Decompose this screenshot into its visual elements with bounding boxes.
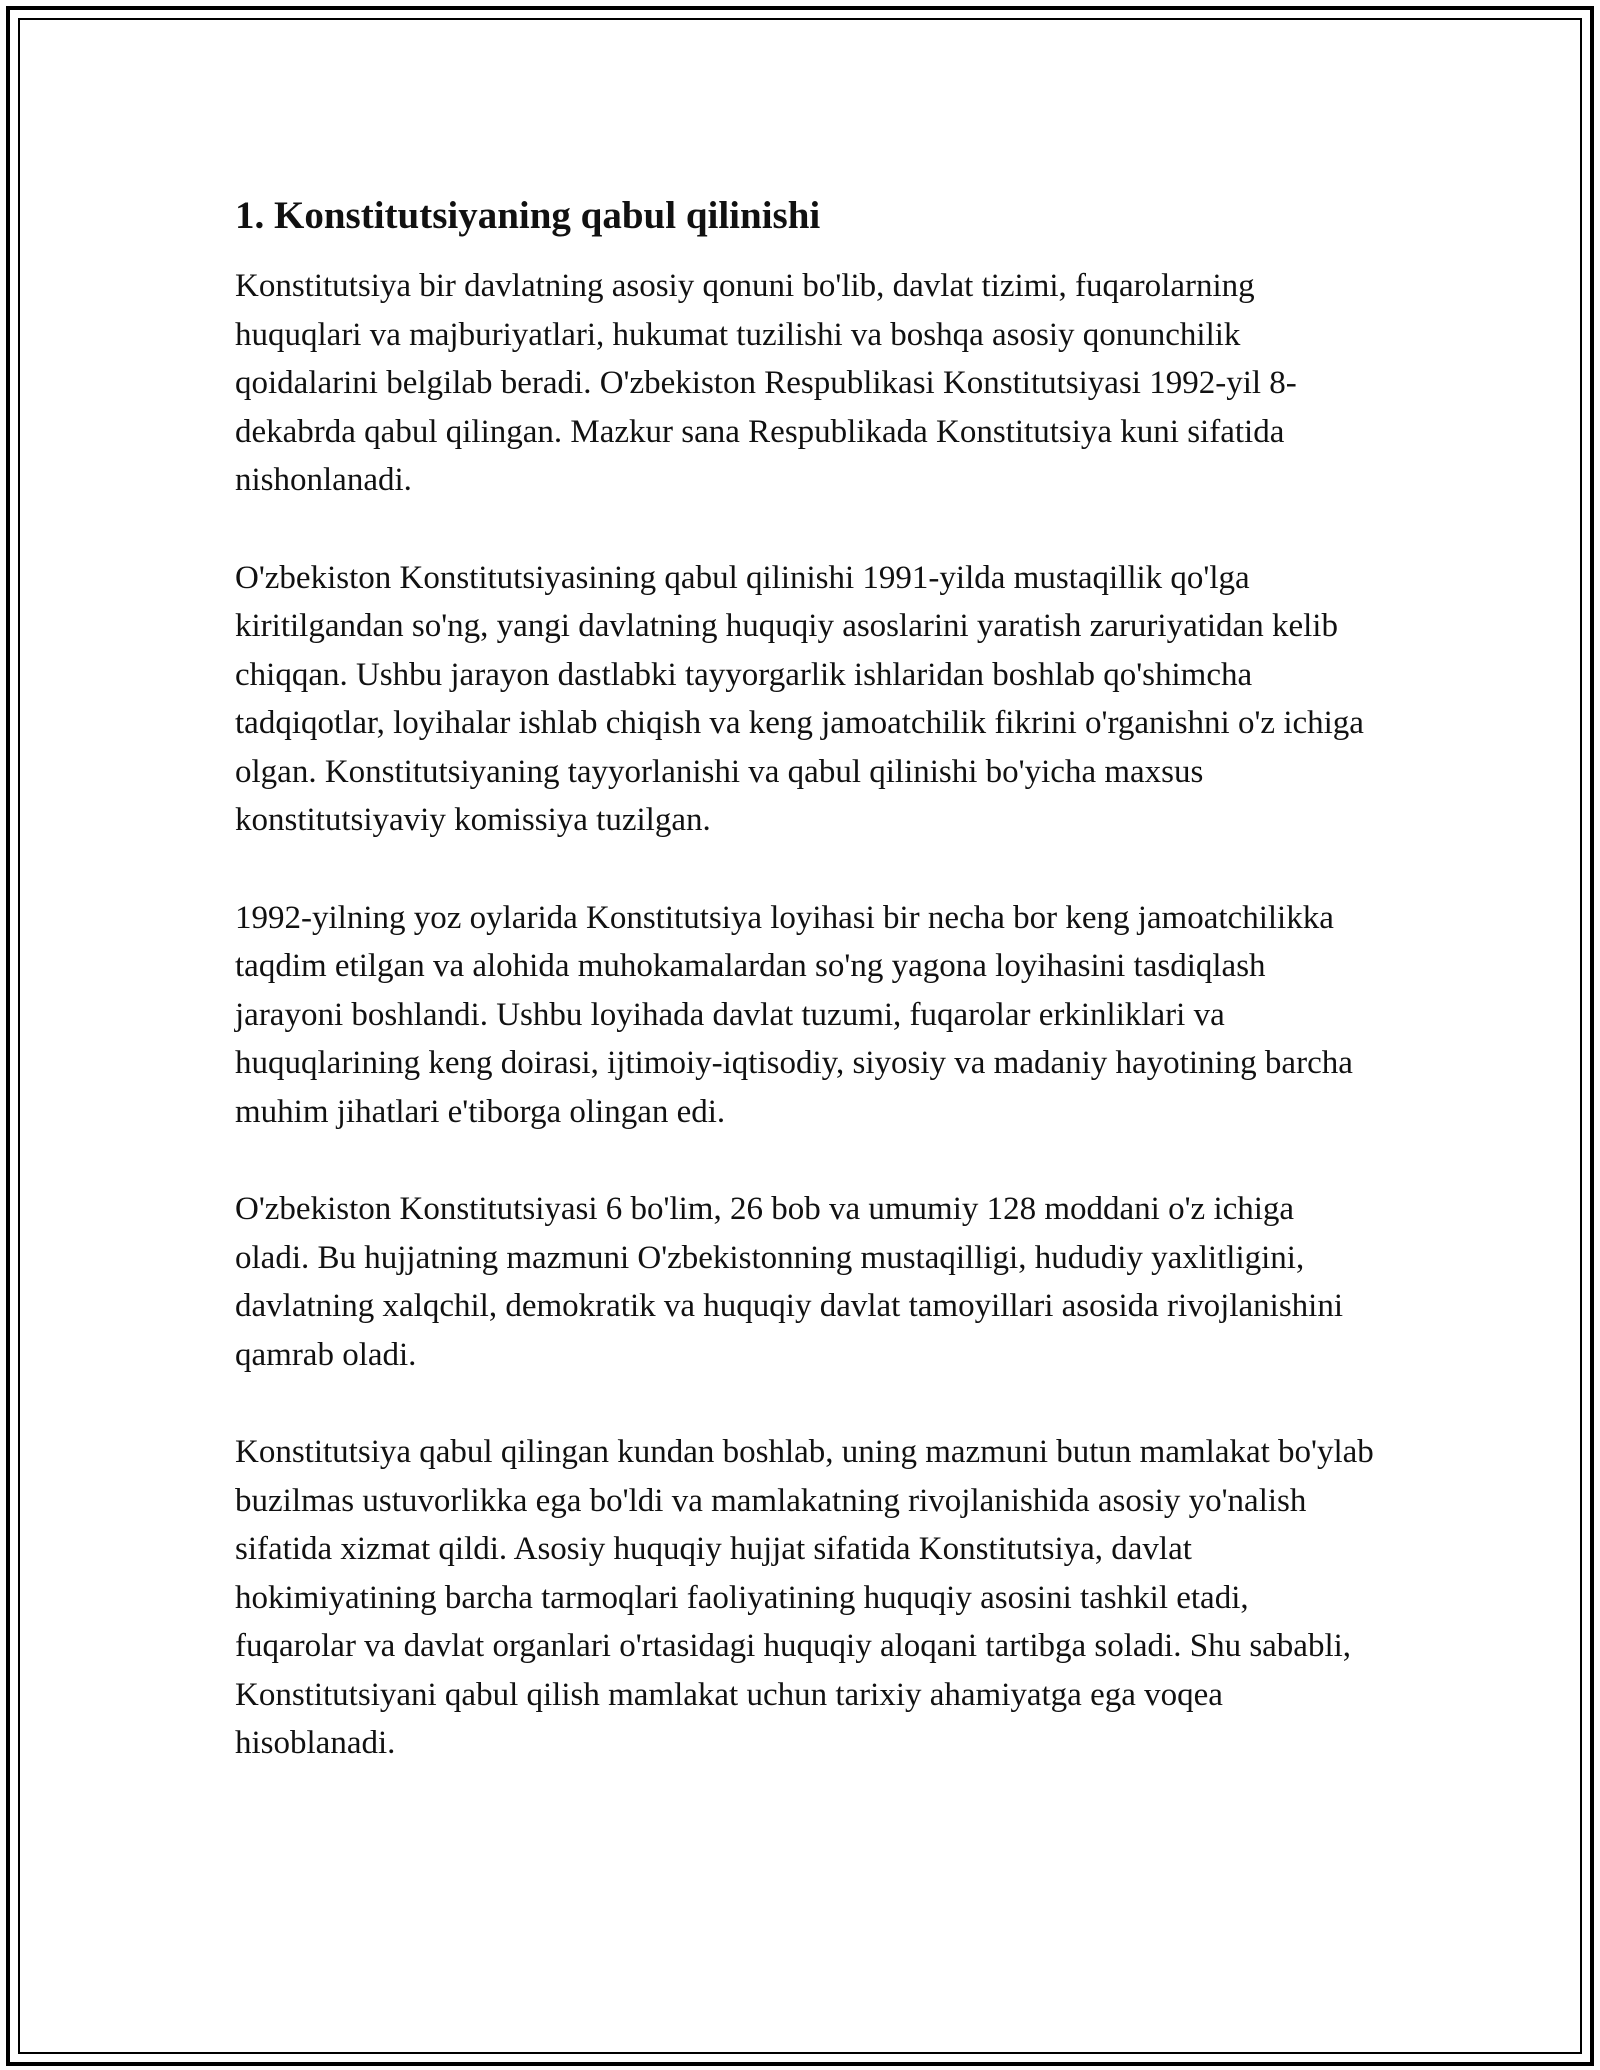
section-heading: 1. Konstitutsiyaning qabul qilinishi: [235, 194, 821, 237]
paragraph: Konstitutsiya qabul qilingan kundan boshlab, uning mazmuni butun mamlakat bo'ylab buzilmas ustuvorlikka ega bo'ldi va mamlakatning rivojlanishida asosiy yo'nalish sifatida xizmat qildi. Asosiy huquqiy hujjat sifatida Konstitutsiya, davlat hokimiyatining barcha tarmoqlari faoliyatining huquqiy asosini tashkil etadi, fuqarolar va davlat organlari o'rtasidagi huquqiy aloqani tartibga soladi. Shu sababli, Konstitutsiyani qabul qilish mamlakat uchun tarixiy ahamiyatga ega voqea hisoblanadi.: [235, 1434, 1374, 1761]
paragraph: O'zbekiston Konstitutsiyasi 6 bo'lim, 26 bob va umumiy 128 moddani o'z ichiga oladi. Bu hujjatning mazmuni O'zbekistonning mustaqilligi, hududiy yaxlitligini, davlatning xalqchil, demokratik va huquqiy davlat tamoyillari asosida rivojlanishini qamrab oladi.: [235, 1191, 1344, 1373]
document-body: [235, 190, 1375, 1817]
paragraph: Konstitutsiya bir davlatning asosiy qonuni bo'lib, davlat tizimi, fuqarolarning huquqlari va majburiyatlari, hukumat tuzilishi va boshqa asosiy qonunchilik qoidalarini belgilab beradi. O'zbekiston Respublikasi Konstitutsiyasi 1992-yil 8-dekabrda qabul qilingan. Mazkur sana Respublikada Konstitutsiya kuni sifatida nishonlanadi.: [235, 268, 1297, 498]
paragraph: 1992-yilning yoz oylarida Konstitutsiya loyihasi bir necha bor keng jamoatchilikka taqdim etilgan va alohida muhokamalardan so'ng yagona loyihasini tasdiqlash jarayoni boshlandi. Ushbu loyihada davlat tuzumi, fuqarolar erkinliklari va huquqlarining keng doirasi, ijtimoiy-iqtisodiy, siyosiy va madaniy hayotining barcha muhim jihatlari e'tiborga olingan edi.: [235, 899, 1353, 1130]
paragraph: O'zbekiston Konstitutsiyasining qabul qilinishi 1991-yilda mustaqillik qo'lga kiritilgandan so'ng, yangi davlatning huquqiy asoslarini yaratish zaruriyatidan kelib chiqqan. Ushbu jarayon dastlabki tayyorgarlik ishlaridan boshlab qo'shimcha tadqiqotlar, loyihalar ishlab chiqish va keng jamoatchilik fikrini o'rganishni o'z ichiga olgan. Konstitutsiyaning tayyorlanishi va qabul qilinishi bo'yicha maxsus konstitutsiyaviy komissiya tuzilgan.: [235, 559, 1364, 838]
